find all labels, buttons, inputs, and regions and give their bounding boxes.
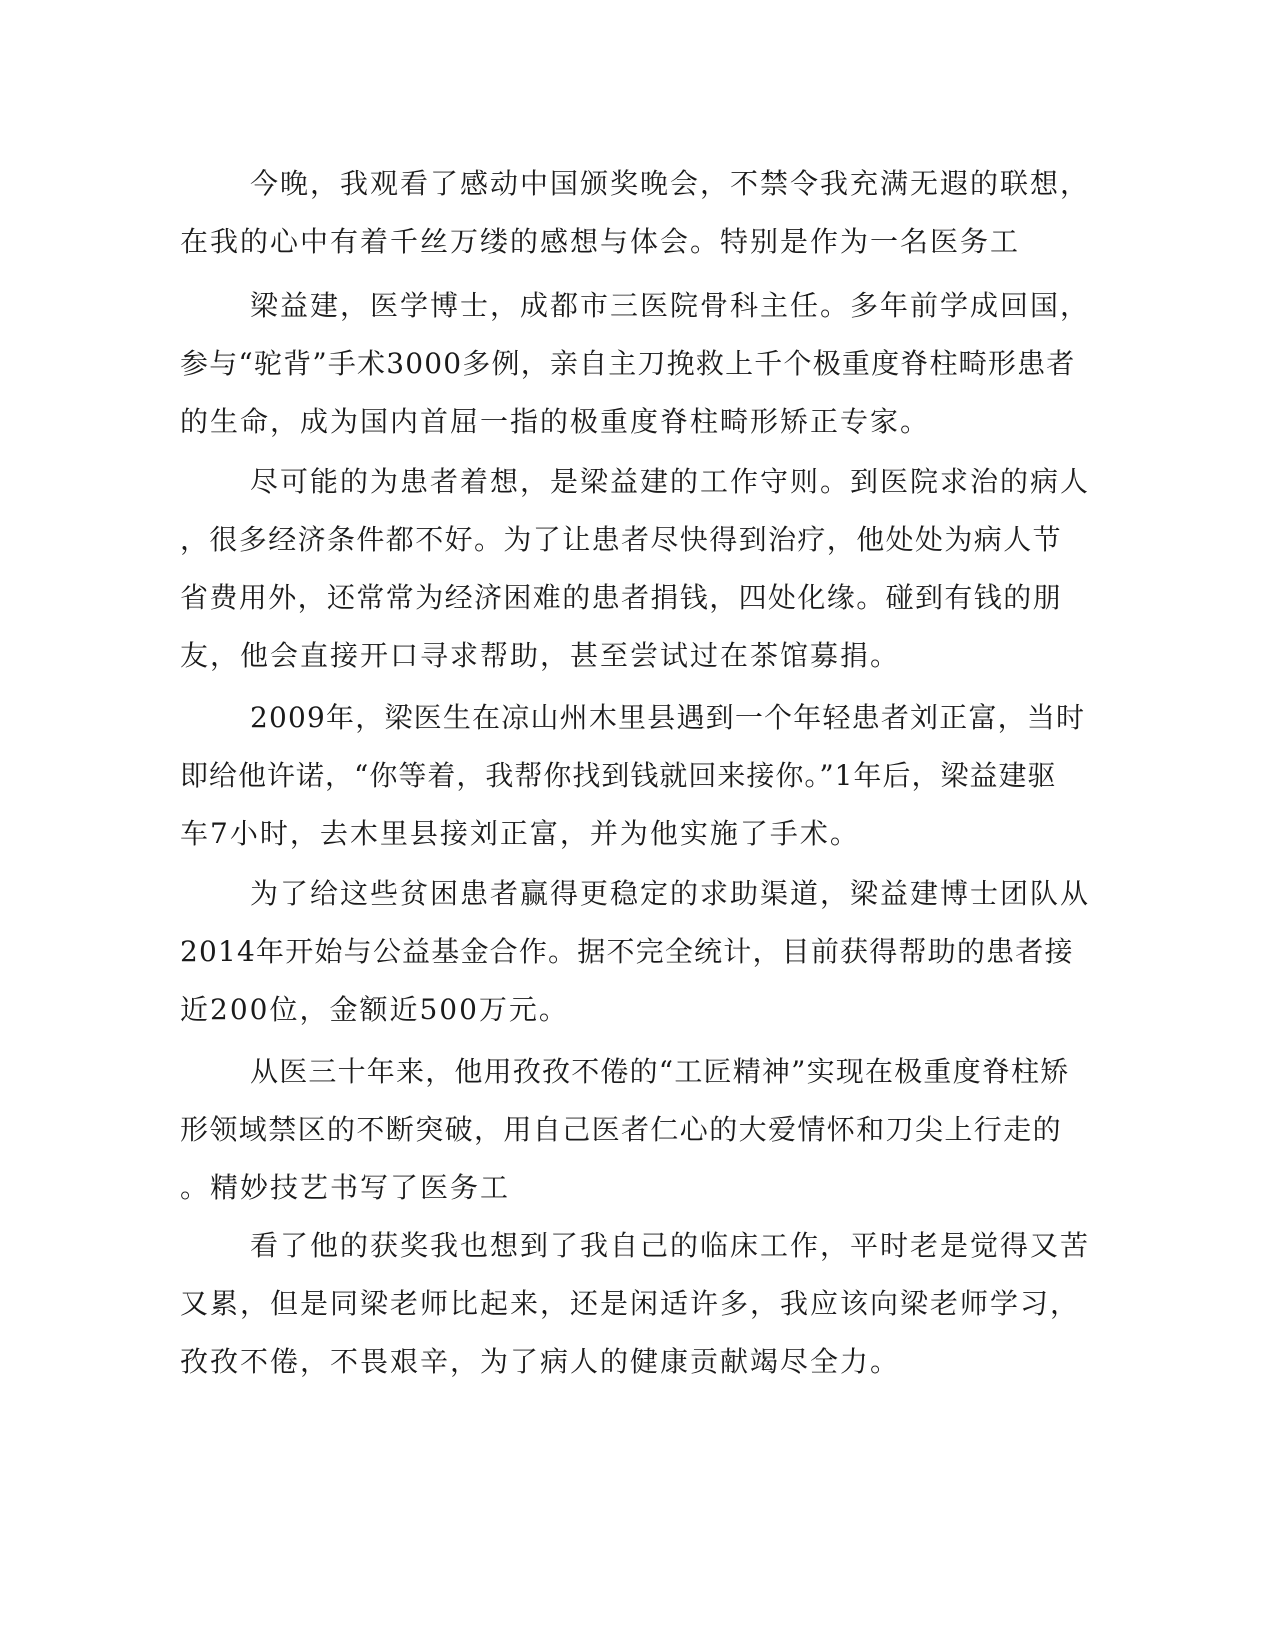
paragraph-4-line-1: 2009年，梁医生在凉山州木里县遇到一个年轻患者刘正富，当时 xyxy=(250,701,1086,734)
paragraph-5-line-1: 为了给这些贫困患者赢得更稳定的求助渠道，梁益建博士团队从 xyxy=(250,877,1091,910)
paragraph-5-line-3: 近200位，金额近500万元。 xyxy=(180,993,569,1026)
paragraph-3-line-2: ，很多经济条件都不好。为了让患者尽快得到治疗，他处处为病人节 xyxy=(180,523,1063,556)
paragraph-1-line-2: 在我的心中有着千丝万缕的感想与体会。特别是作为一名医务工 xyxy=(180,225,1021,258)
paragraph-4-line-3: 车7小时，去木里县接刘正富，并为他实施了手术。 xyxy=(180,817,860,850)
paragraph-6-line-2: 形领域禁区的不断突破，用自己医者仁心的大爱情怀和刀尖上行走的 xyxy=(180,1113,1063,1146)
paragraph-3-line-3: 省费用外，还常常为经济困难的患者捐钱，四处化缘。碰到有钱的朋 xyxy=(180,581,1063,614)
paragraph-7-line-1: 看了他的获奖我也想到了我自己的临床工作，平时老是觉得又苦 xyxy=(250,1229,1091,1262)
paragraph-4-line-2: 即给他许诺，“你等着，我帮你找到钱就回来接你。”1年后，梁益建驱 xyxy=(180,759,1057,792)
paragraph-7-line-2: 又累，但是同梁老师比起来，还是闲适许多，我应该向梁老师学习， xyxy=(180,1287,1081,1320)
paragraph-2-line-3: 的生命，成为国内首屈一指的极重度脊柱畸形矫正专家。 xyxy=(180,405,931,438)
paragraph-6-line-1: 从医三十年来，他用孜孜不倦的“工匠精神”实现在极重度脊柱矫 xyxy=(250,1055,1070,1088)
paragraph-5-line-2: 2014年开始与公益基金合作。据不完全统计，目前获得帮助的患者接 xyxy=(180,935,1074,968)
paragraph-2-line-1: 梁益建，医学博士，成都市三医院骨科主任。多年前学成回国， xyxy=(250,289,1091,322)
paragraph-3-line-1: 尽可能的为患者着想，是梁益建的工作守则。到医院求治的病人 xyxy=(250,465,1091,498)
paragraph-6-line-3: 。精妙技艺书写了医务工 xyxy=(180,1171,511,1204)
paragraph-3-line-4: 友，他会直接开口寻求帮助，甚至尝试过在茶馆募捐。 xyxy=(180,639,901,672)
paragraph-7-line-3: 孜孜不倦，不畏艰辛，为了病人的健康贡献竭尽全力。 xyxy=(180,1345,901,1378)
paragraph-1-line-1: 今晚，我观看了感动中国颁奖晚会，不禁令我充满无遐的联想， xyxy=(250,167,1091,200)
paragraph-2-line-2: 参与“驼背”手术3000多例，亲自主刀挽救上千个极重度脊柱畸形患者 xyxy=(180,347,1076,380)
